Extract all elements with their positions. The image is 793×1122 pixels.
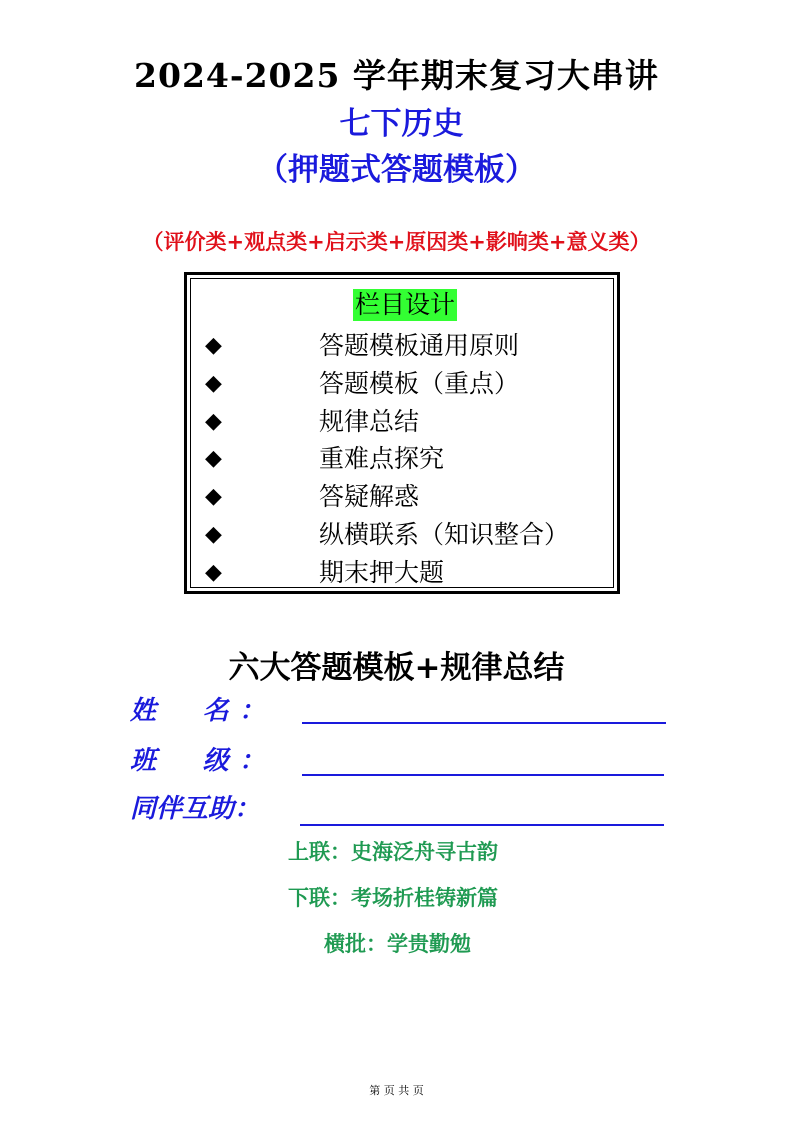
diamond-bullet-icon: ◆ — [205, 521, 222, 547]
template-subtitle: （押题式答题模板） — [257, 152, 536, 188]
couplet-upper: 上联：史海泛舟寻古韵 — [288, 840, 498, 864]
toc-item-label: 纵横联系（知识整合） — [319, 519, 570, 549]
diamond-bullet-icon: ◆ — [205, 370, 222, 396]
toc-item-label: 期末押大题 — [319, 557, 445, 587]
six-templates-title: 六大答题模板+规律总结 — [228, 650, 565, 686]
categories-line: （评价类+观点类+启示类+原因类+影响类+意义类） — [142, 230, 651, 254]
diamond-bullet-icon: ◆ — [205, 446, 222, 472]
partner-field[interactable] — [300, 824, 664, 826]
toc-item — [191, 554, 613, 592]
couplet-horizontal: 横批：学贵勤勉 — [324, 932, 471, 956]
couplet-lower: 下联：考场折桂铸新篇 — [288, 886, 498, 910]
toc-item-label: 答疑解惑 — [319, 482, 420, 512]
name-field[interactable] — [302, 722, 666, 724]
toc-item-label: 规律总结 — [319, 406, 420, 436]
diamond-bullet-icon: ◆ — [205, 559, 222, 585]
name-label — [130, 690, 265, 727]
toc-inner-border — [190, 278, 614, 588]
diamond-bullet-icon: ◆ — [205, 333, 222, 358]
toc-item — [191, 440, 613, 478]
page-footer: 第 页 共 页 — [369, 1084, 424, 1097]
toc-list — [191, 327, 613, 592]
toc-item — [191, 478, 613, 516]
partner-label — [130, 788, 260, 825]
class-label — [130, 740, 265, 777]
toc-item — [191, 516, 613, 554]
toc-item-label: 重难点探究 — [319, 444, 445, 474]
class-field[interactable] — [302, 774, 664, 776]
toc-item-label: 答题模板通用原则 — [319, 331, 520, 360]
diamond-bullet-icon: ◆ — [205, 408, 222, 434]
class-label-text: 班 级： — [130, 746, 265, 776]
toc-item — [191, 403, 613, 441]
toc-item-label: 答题模板（重点） — [319, 368, 520, 398]
toc-item — [191, 365, 613, 403]
main-title: 2024-2025 学年期末复习大串讲 — [134, 56, 659, 95]
partner-label-text: 同伴互助： — [130, 794, 261, 824]
diamond-bullet-icon: ◆ — [205, 484, 222, 510]
subject-title: 七下历史 — [339, 106, 464, 142]
name-label-text: 姓 名： — [130, 696, 265, 726]
toc-title: 栏目设计 — [355, 290, 456, 319]
toc-item — [191, 327, 613, 365]
toc-box — [184, 272, 620, 594]
